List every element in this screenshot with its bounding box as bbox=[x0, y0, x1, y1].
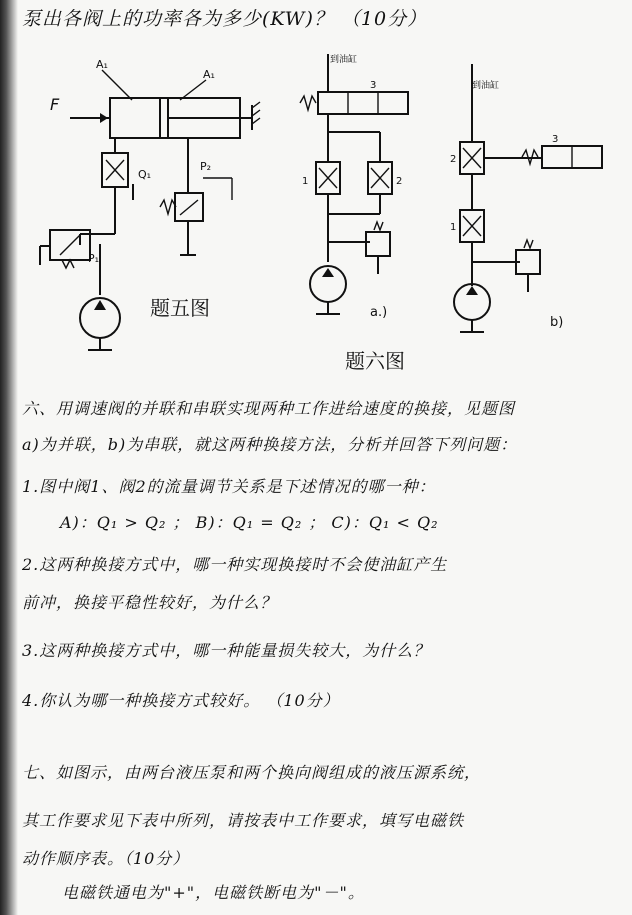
q6-intro: 六、用调速阀的并联和串联实现两种工作进给速度的换接，见题图 bbox=[22, 399, 516, 418]
q6-item-4: 4.你认为哪一种换接方式较好。 （10分） bbox=[22, 691, 340, 710]
label-P2: P₂ bbox=[200, 160, 212, 173]
figure-five-diagram bbox=[20, 50, 280, 370]
fig6a-num-1: 1 bbox=[302, 176, 309, 187]
q6-item-2b: 前冲，换接平稳性较好，为什么？ bbox=[22, 593, 278, 612]
label-A1-right: A₁ bbox=[203, 68, 215, 81]
figure-six-b-diagram bbox=[450, 62, 620, 342]
q6-line2: a)为并联，b)为串联，就这两种换接方法，分析并回答下列问题： bbox=[22, 435, 518, 454]
figure-five-caption: 题五图 bbox=[150, 296, 210, 320]
figure-six-caption: 题六图 bbox=[345, 349, 405, 373]
fig6b-top-label: 到油缸 bbox=[472, 81, 500, 91]
q7-line3: 动作顺序表。（10分） bbox=[22, 849, 190, 868]
fig6b-num-3: 3 bbox=[552, 134, 559, 145]
q6-item-1: 1.图中阀1、阀2的流量调节关系是下述情况的哪一种： bbox=[22, 477, 436, 496]
fig6a-num-2: 2 bbox=[396, 176, 403, 187]
fig6b-num-2: 2 bbox=[450, 154, 457, 165]
label-F: F bbox=[50, 95, 60, 114]
q6-options: A)：Q₁ > Q₂ ； B)：Q₁ = Q₂ ； C)：Q₁ < Q₂ bbox=[60, 513, 439, 532]
fig6a-relief-valve bbox=[366, 232, 390, 256]
figure-six-a-diagram bbox=[290, 52, 430, 322]
scan-shadow-edge bbox=[0, 0, 18, 915]
question-five-header: 泵出各阀上的功率各为多少(KW)？ （10分） bbox=[22, 8, 428, 30]
label-A1-left: A₁ bbox=[96, 58, 108, 71]
q6-item-3: 3.这两种换接方式中，哪一种能量损失较大，为什么？ bbox=[22, 641, 431, 660]
fig6b-sub: b) bbox=[550, 315, 564, 330]
q6-item-2a: 2.这两种换接方式中，哪一种实现换接时不会使油缸产生 bbox=[22, 555, 448, 574]
label-P1: P₁ bbox=[88, 252, 100, 265]
label-Q1: Q₁ bbox=[138, 168, 152, 181]
q7-line1: 七、如图示，由两台液压泵和两个换向阀组成的液压源系统， bbox=[22, 763, 482, 782]
fig6a-top-label: 到油缸 bbox=[330, 55, 358, 65]
fig6a-valve-3 bbox=[318, 92, 408, 114]
q7-line2: 其工作要求见下表中所列，请按表中工作要求，填写电磁铁 bbox=[22, 811, 465, 830]
q7-line4: 电磁铁通电为"+"，电磁铁断电为"－"。 bbox=[62, 883, 365, 902]
fig6a-num-3: 3 bbox=[370, 80, 377, 91]
fig6a-sub: a.) bbox=[370, 305, 388, 320]
fig6b-num-1: 1 bbox=[450, 222, 457, 233]
